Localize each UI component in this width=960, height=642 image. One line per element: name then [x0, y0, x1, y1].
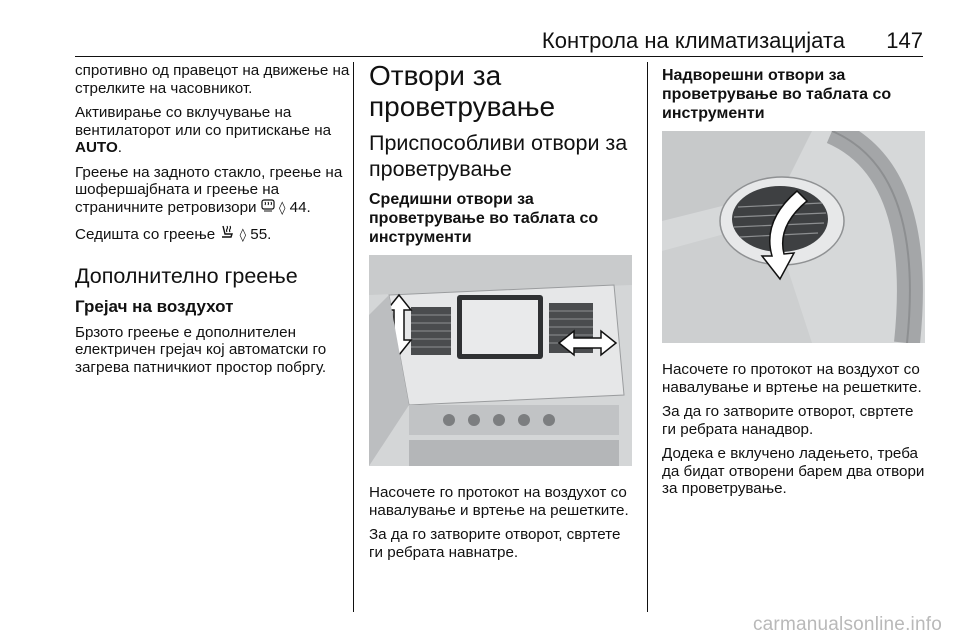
- paragraph: Насочете го протокот на воздухот со навалување и вртење на решетките.: [662, 361, 922, 396]
- paragraph: Насочете го протокот на воздухот со навалување и вртење на решетките.: [369, 484, 629, 519]
- text: .: [117, 139, 122, 156]
- header-title: Контрола на климатизацијата: [541, 28, 845, 53]
- center-vents-illustration: [369, 255, 632, 466]
- subsubsection-heading: Средишни отвори за проветрување во таблата со инструменти: [369, 191, 599, 246]
- page-header: [75, 22, 923, 57]
- column-divider: [647, 62, 648, 612]
- column-middle: [369, 60, 634, 568]
- section-heading: Дополнително греење: [75, 263, 298, 288]
- seat-heating-icon: [219, 226, 235, 243]
- text: Греење на задното стакло, греење на шофершајбната и греење на страничните ретровизори: [75, 163, 343, 216]
- paragraph: За да го затворите отворот, свртете ги ребрата навнатре.: [369, 526, 621, 561]
- outer-vents-illustration: [662, 131, 925, 343]
- watermark: carmanualsonline.info: [752, 614, 942, 635]
- paragraph: За да го затворите отворот, свртете ги ребрата нанадвор.: [662, 403, 914, 438]
- page-number: 147: [886, 28, 923, 53]
- paragraph: Брзото греење е дополнителен електричен грејач кој автоматски го загрева патничкиот простор побргу.: [75, 323, 327, 376]
- section-heading: Отвори за проветрување: [369, 60, 556, 122]
- paragraph: [75, 224, 353, 245]
- subsection-heading: Приспособливи отвори за проветрување: [369, 131, 628, 181]
- paragraph: Додека е вклучено ладењето, треба да бидат отворени барем два отвори за проветрување.: [662, 445, 925, 497]
- paragraph: [75, 104, 353, 157]
- auto-label: AUTO: [75, 139, 118, 156]
- column-divider: [353, 62, 354, 612]
- column-left: [75, 62, 353, 383]
- paragraph: спротивно од правецот на движење на стрелките на часовникот.: [75, 62, 350, 97]
- text: Активирање со вклучување на вентилаторот или со притискање на: [75, 104, 332, 139]
- column-right: [662, 66, 926, 505]
- text: Седишта со греење: [75, 226, 220, 243]
- subsection-heading: Грејач на воздухот: [75, 296, 234, 316]
- page-reference-arrow-icon: ◊: [239, 228, 247, 243]
- page-reference: 44.: [285, 198, 311, 216]
- rear-window-heating-icon: [261, 199, 275, 216]
- subsubsection-heading: Надворешни отвори за проветрување во таблата со инструменти: [662, 67, 892, 122]
- paragraph: [75, 164, 353, 218]
- page-reference: 55.: [246, 226, 272, 243]
- page-reference-arrow-icon: ◊: [278, 200, 286, 216]
